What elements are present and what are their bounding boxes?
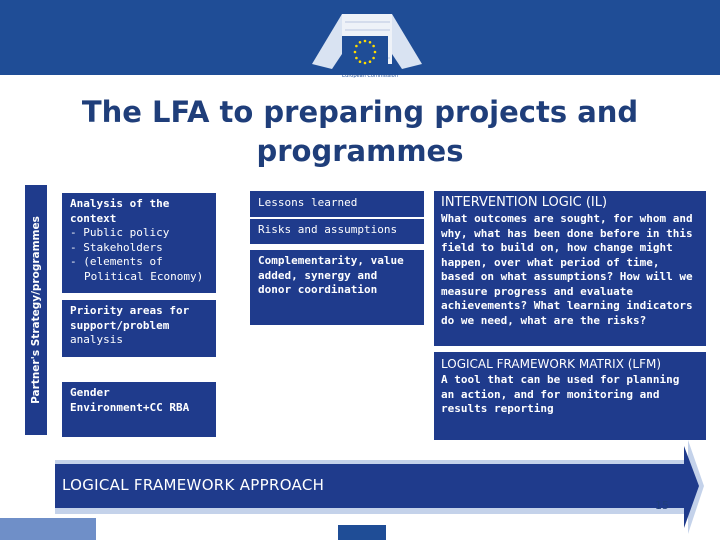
lessons-text: Lessons learned: [258, 196, 358, 209]
matrix-body: A tool that can be used for planning an action, and for monitoring and results reporting: [441, 373, 680, 415]
sidebar-label: Partner's Strategy/programmes: [30, 216, 42, 404]
analysis-context-box: [62, 193, 216, 293]
arrow-tail-shadow: [0, 518, 96, 540]
priority-areas-box: [62, 300, 216, 357]
lessons-learned-box: [250, 191, 424, 217]
page-number: 15: [655, 499, 669, 512]
analysis-heading: Analysis of the context: [70, 197, 170, 225]
intervention-body: What outcomes are sought, for whom and why, what has been done before in this field to build on, how change might happen, over what period of time, based on what assumptions? How will we measure progress and evaluate achievements? What learning indicators do we need, what are the risks?: [441, 212, 693, 327]
title-line-2: programmes: [256, 134, 464, 168]
analysis-list: [70, 226, 208, 284]
gender-environment-box: [62, 382, 216, 437]
matrix-title: LOGICAL FRAMEWORK MATRIX (LFM): [441, 357, 662, 371]
intervention-logic-box: [434, 191, 706, 346]
sidebar-strategy: [25, 185, 47, 435]
intervention-title: INTERVENTION LOGIC (IL): [441, 195, 608, 210]
lfa-label: LOGICAL FRAMEWORK APPROACH: [62, 476, 325, 494]
analysis-item: - (elements of Political Economy): [70, 255, 204, 283]
complementarity-text: Complementarity, value added, synergy and donor coordination: [258, 254, 404, 296]
priority-normal-text: analysis: [70, 333, 123, 346]
title-line-1: The LFA to preparing projects and: [81, 95, 639, 129]
risks-assumptions-box: [250, 219, 424, 244]
logo-text: European Commission: [342, 73, 398, 79]
risks-text: Risks and assumptions: [258, 223, 398, 236]
analysis-item: - Stakeholders: [70, 240, 163, 254]
analysis-item: - Public policy: [70, 226, 170, 239]
page-title: [0, 93, 720, 171]
logical-framework-matrix-box: [434, 352, 706, 440]
gender-text: Gender Environment+CC RBA: [70, 386, 190, 414]
complementarity-box: [250, 250, 424, 325]
priority-bold-text: Priority areas for support/problem: [70, 304, 190, 332]
footer-flag-block: [338, 525, 386, 540]
